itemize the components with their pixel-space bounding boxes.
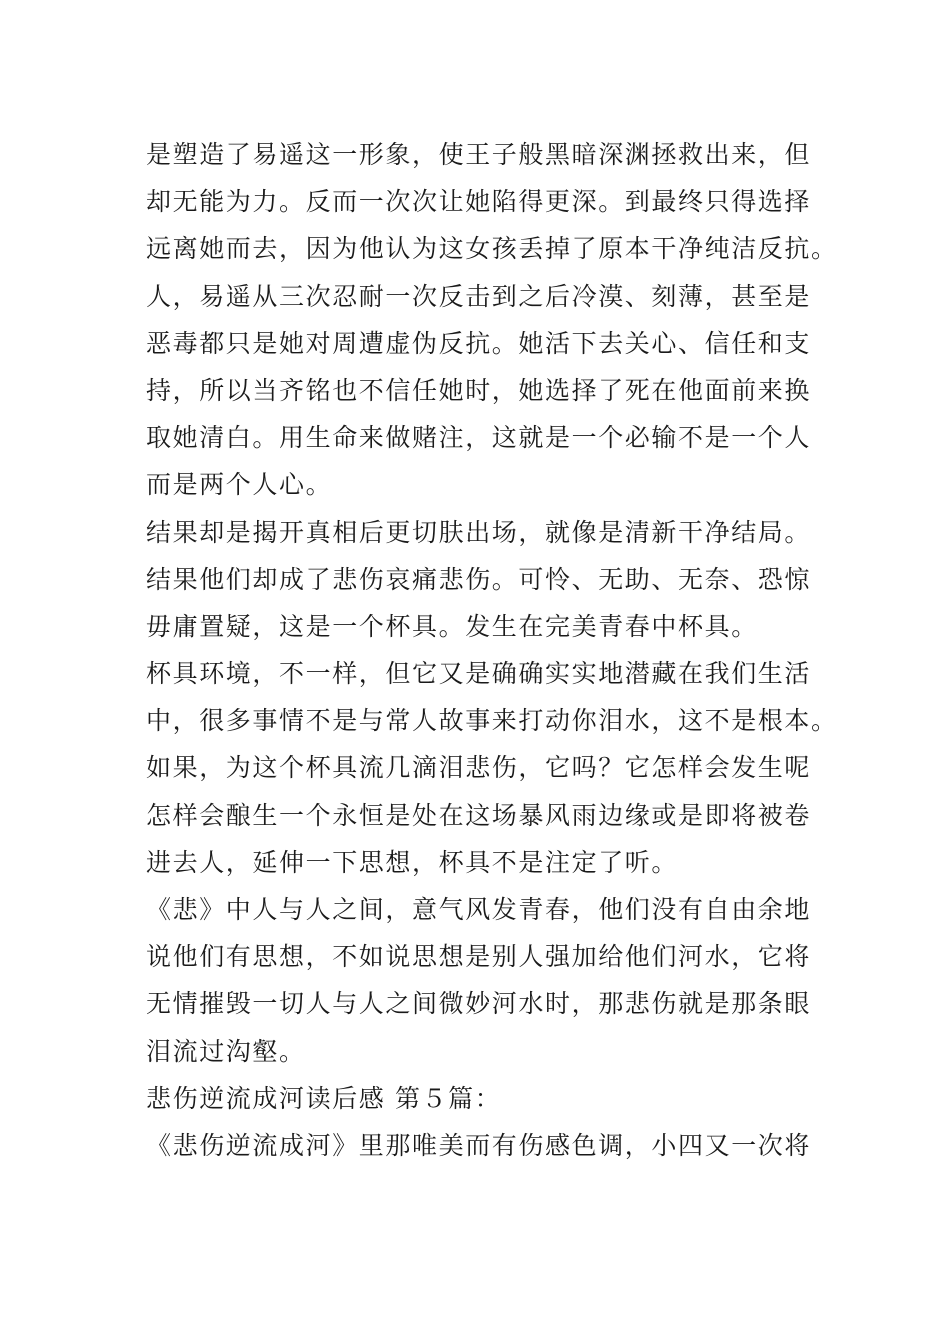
text-line: 是塑造了易遥这一形象，使王子般黑暗深渊拯救出来，但 (146, 140, 812, 169)
text-line: 恶毒都只是她对周遭虚伪反抗。她活下去关心、信任和支 (146, 328, 812, 358)
text-line: 《悲伤逆流成河》里那唯美而有伤感色调，小四又一次将 (146, 1130, 812, 1160)
text-line: 如果，为这个杯具流几滴泪悲伤，它吗？它怎样会发生呢 (146, 753, 812, 783)
text-line: 却无能为力。反而一次次让她陷得更深。到最终只得选择 (146, 187, 812, 217)
text-line: 泪流过沟壑。 (146, 1036, 306, 1066)
text-line: 无情摧毁一切人与人之间微妙河水时，那悲伤就是那条眼 (146, 989, 812, 1019)
text-line: 中，很多事情不是与常人故事来打动你泪水，这不是根本。 (146, 706, 838, 736)
text-line: 怎样会酿生一个永恒是处在这场暴风雨边缘或是即将被卷 (146, 800, 812, 830)
section-heading: 悲伤逆流成河读后感 第５篇： (146, 1083, 502, 1113)
text-line: 远离她而去，因为他认为这女孩丢掉了原本干净纯洁反抗。 (146, 234, 838, 264)
text-line: 人，易遥从三次忍耐一次反击到之后冷漠、刻薄，甚至是 (146, 281, 812, 311)
text-line: 持，所以当齐铭也不信任她时，她选择了死在他面前来换 (146, 375, 812, 405)
text-line: 毋庸置疑，这是一个杯具。发生在完美青春中杯具。 (146, 611, 758, 641)
text-line: 《悲》中人与人之间，意气风发青春，他们没有自由余地 (146, 895, 812, 924)
body-text (146, 131, 838, 1169)
text-line: 取她清白。用生命来做赌注，这就是一个必输不是一个人 (146, 423, 812, 453)
text-line: 进去人，延伸一下思想，杯具不是注定了听。 (146, 847, 679, 877)
text-line: 结果他们却成了悲伤哀痛悲伤。可怜、无助、无奈、恐惊 (146, 564, 812, 594)
text-line: 杯具环境，不一样，但它又是确确实实地潜藏在我们生活 (146, 659, 812, 689)
text-line: 而是两个人心。 (146, 470, 333, 500)
text-line: 结果却是揭开真相后更切肤出场，就像是清新干净结局。 (146, 517, 812, 547)
text-line: 说他们有思想，不如说思想是别人强加给他们河水，它将 (146, 942, 812, 972)
